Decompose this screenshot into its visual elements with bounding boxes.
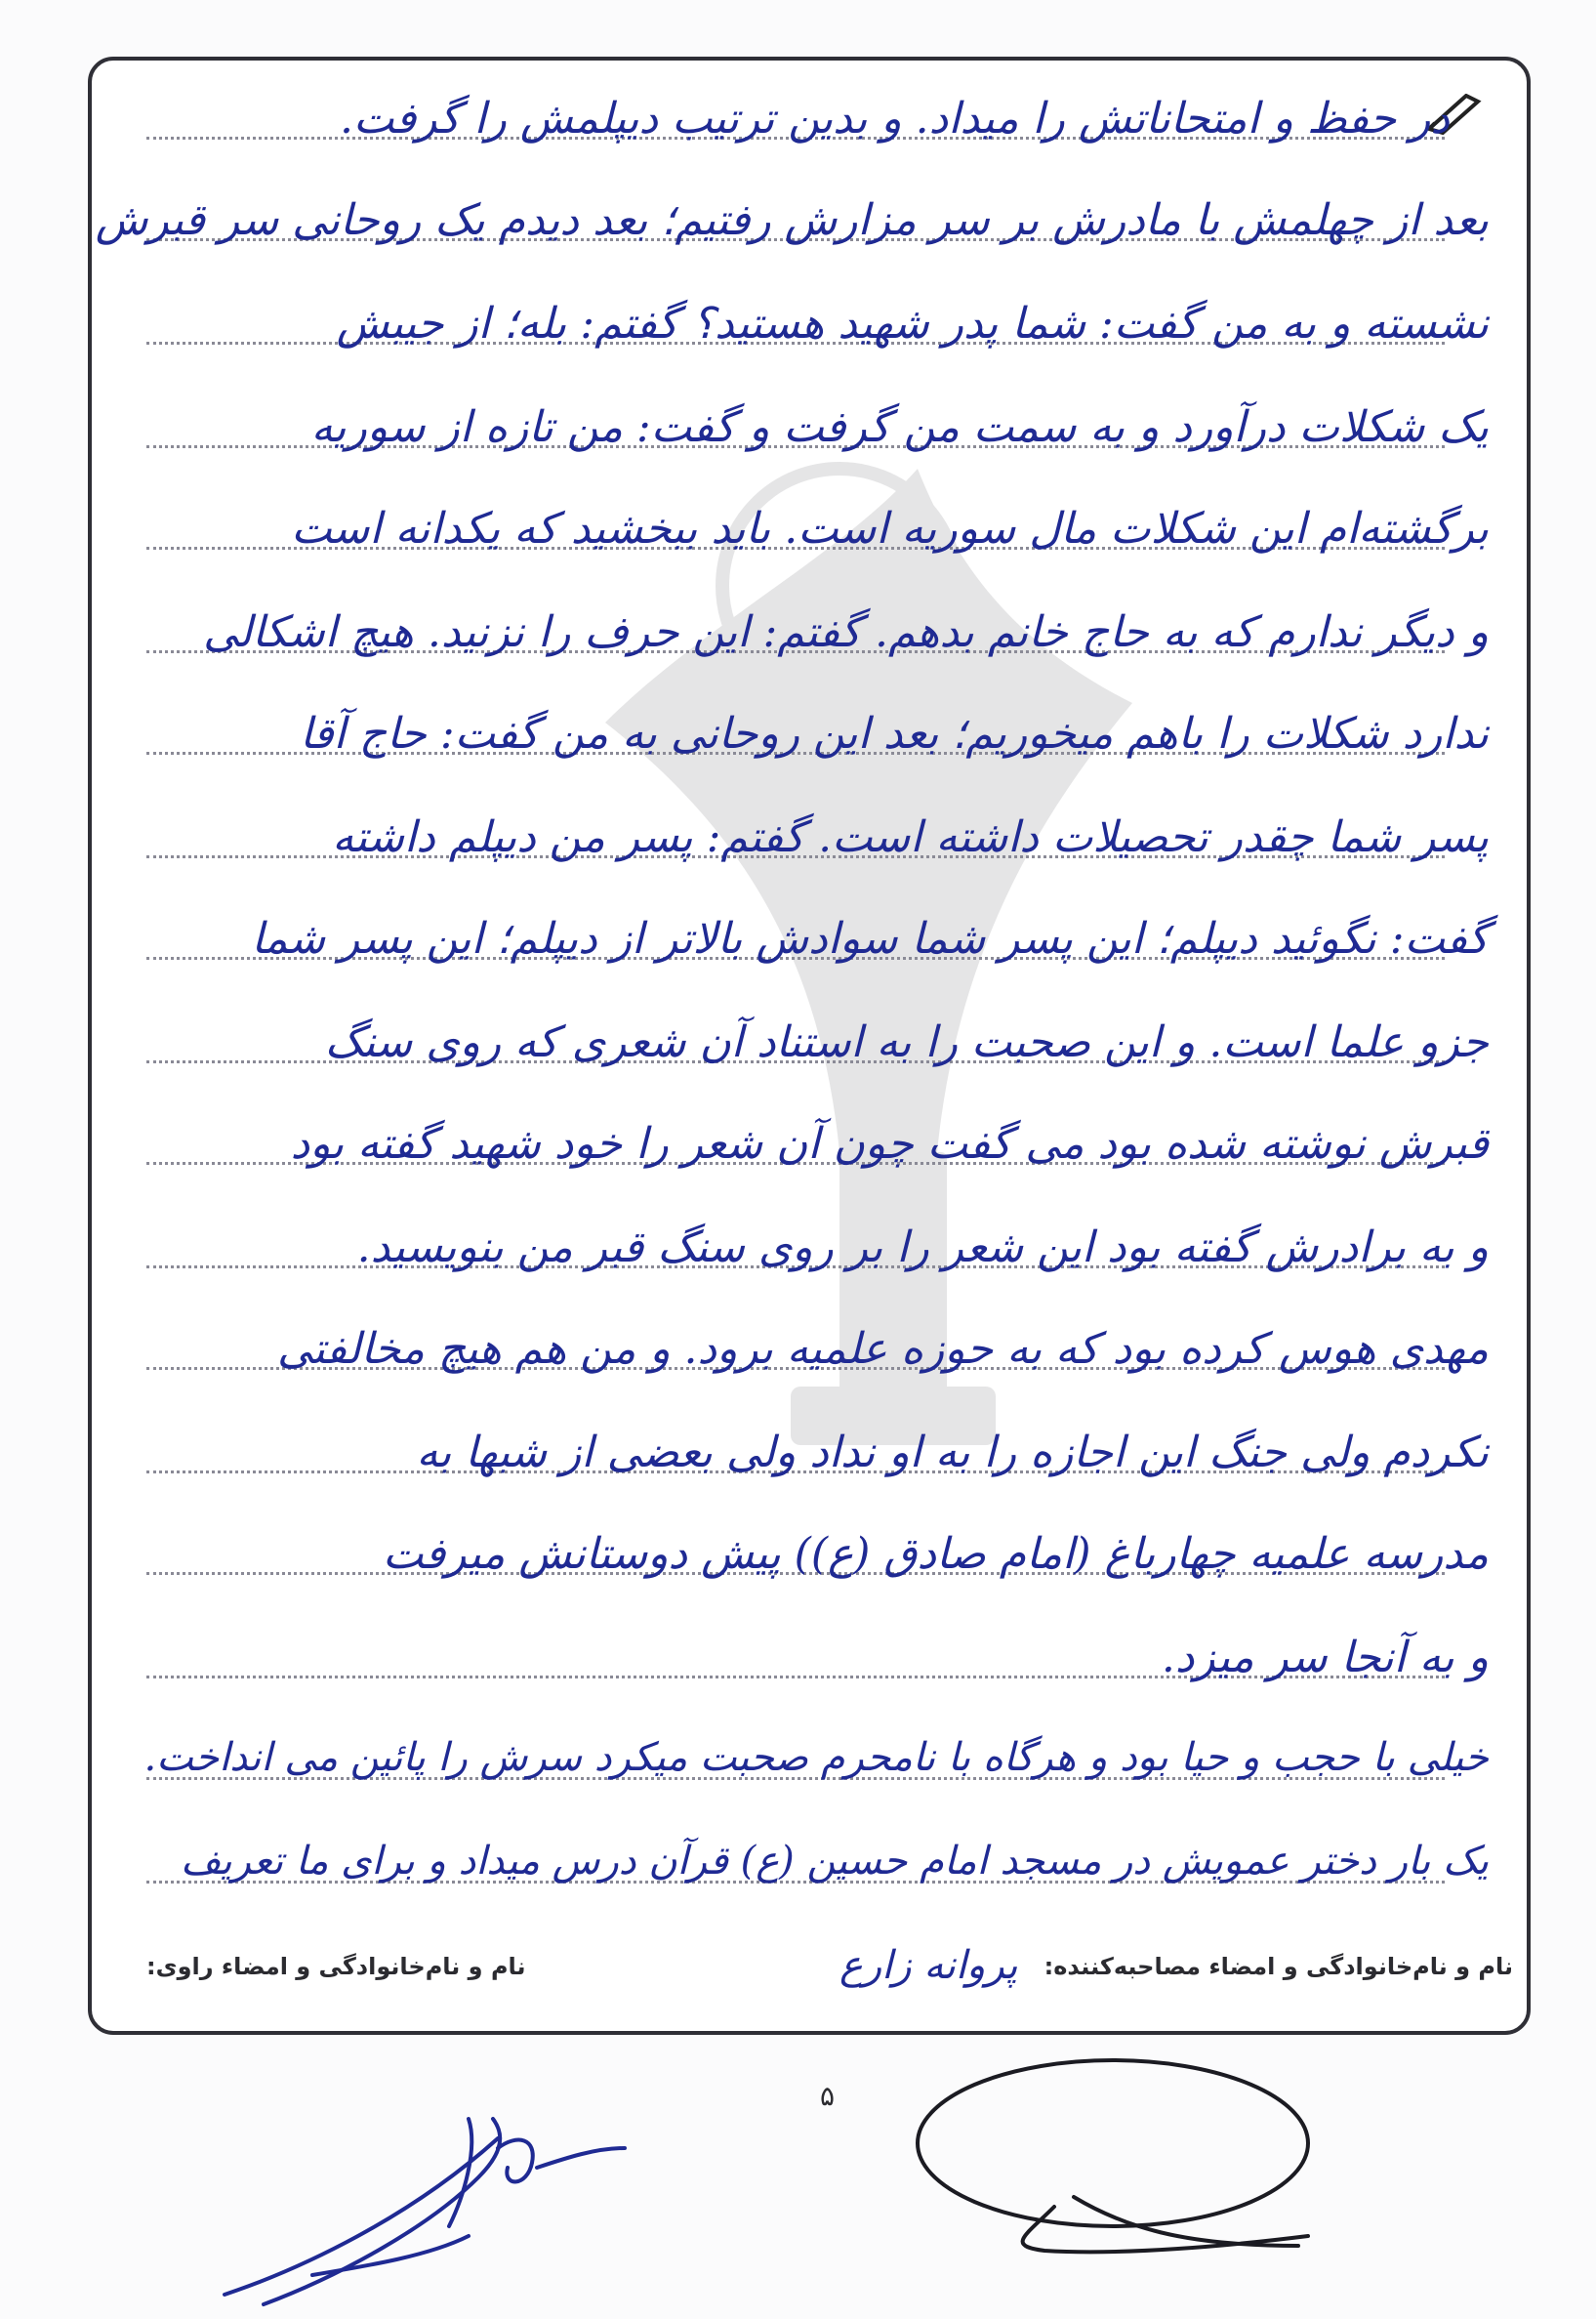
handwritten-line: خیلی با حجب و حیا بود و هرگاه با نامحرم صحبت میکرد سرش را پائین می انداخت. — [143, 1735, 1489, 1780]
handwritten-line: ندارد شکلات را باهم میخوریم؛ بعد این روحانی به من گفت: حاج آقا — [300, 709, 1489, 759]
handwritten-line: بعد از چهلمش با مادرش بر سر مزارش رفتیم؛ بعد دیدم یک روحانی سر قبرش — [95, 195, 1489, 245]
handwritten-line: یک بار دختر عمویش در مسجد امام حسین (ع) قرآن درس میداد و برای ما تعریف — [181, 1839, 1489, 1884]
handwritten-line: جزو علما است. و این صحبت را به استناد آن شعری که روی سنگ — [324, 1017, 1489, 1067]
signature-mark — [205, 2080, 634, 2314]
handwritten-line: و به آنجا سر میزد. — [1161, 1633, 1489, 1682]
handwritten-line: نکردم ولی جنگ این اجازه را به او نداد ولی بعضی از شبها به — [416, 1428, 1489, 1477]
handwritten-line: نشسته و به من گفت: شما پدر شهید هستید؟ گفتم: بله؛ از جیبش — [336, 299, 1489, 349]
page-number: ۵ — [820, 2080, 836, 2112]
narrator-label: نام و نام‌خانوادگی و امضاء راوی: — [146, 1953, 526, 1980]
handwritten-line: پسر شما چقدر تحصیلات داشته است. گفتم: پسر من دیپلم داشته — [332, 812, 1489, 862]
signature-footer — [146, 1943, 1513, 1992]
handwritten-line: یک شکلات درآورد و به سمت من گرفت و گفت: من تازه از سوریه — [310, 402, 1489, 452]
handwritten-line: و دیگر ندارم که به حاج خانم بدهم. گفتم: این حرف را نزنید. هیچ اشکالی — [203, 607, 1489, 657]
handwritten-line: و به برادرش گفته بود این شعر را بر روی سنگ قبر من بنویسید. — [356, 1222, 1489, 1272]
handwritten-line: گفت: نگوئید دیپلم؛ این پسر شما سوادش بالاتر از دیپلم؛ این پسر شما — [251, 914, 1489, 964]
interviewer-name: پروانه زارع — [839, 1943, 1018, 1988]
interviewer-label: نام و نام‌خانوادگی و امضاء مصاحبه‌کننده: — [1044, 1953, 1513, 1980]
handwritten-line: مهدی هوس کرده بود که به حوزه علمیه برود. و من هم هیچ مخالفتی — [276, 1324, 1489, 1374]
handwritten-line: در حفظ و امتحاناتش را میداد. و بدین ترتیب دیپلمش را گرفت. — [340, 94, 1450, 144]
signature-mark — [908, 2050, 1328, 2265]
handwritten-line: قبرش نوشته شده بود می گفت چون آن شعر را خود شهید گفته بود — [290, 1119, 1489, 1169]
handwritten-line: برگشته‌ام این شکلات مال سوریه است. باید ببخشید که یکدانه است — [291, 504, 1489, 554]
handwritten-line: مدرسه علمیه چهارباغ (امام صادق (ع)) پیش دوستانش میرفت — [383, 1529, 1489, 1579]
